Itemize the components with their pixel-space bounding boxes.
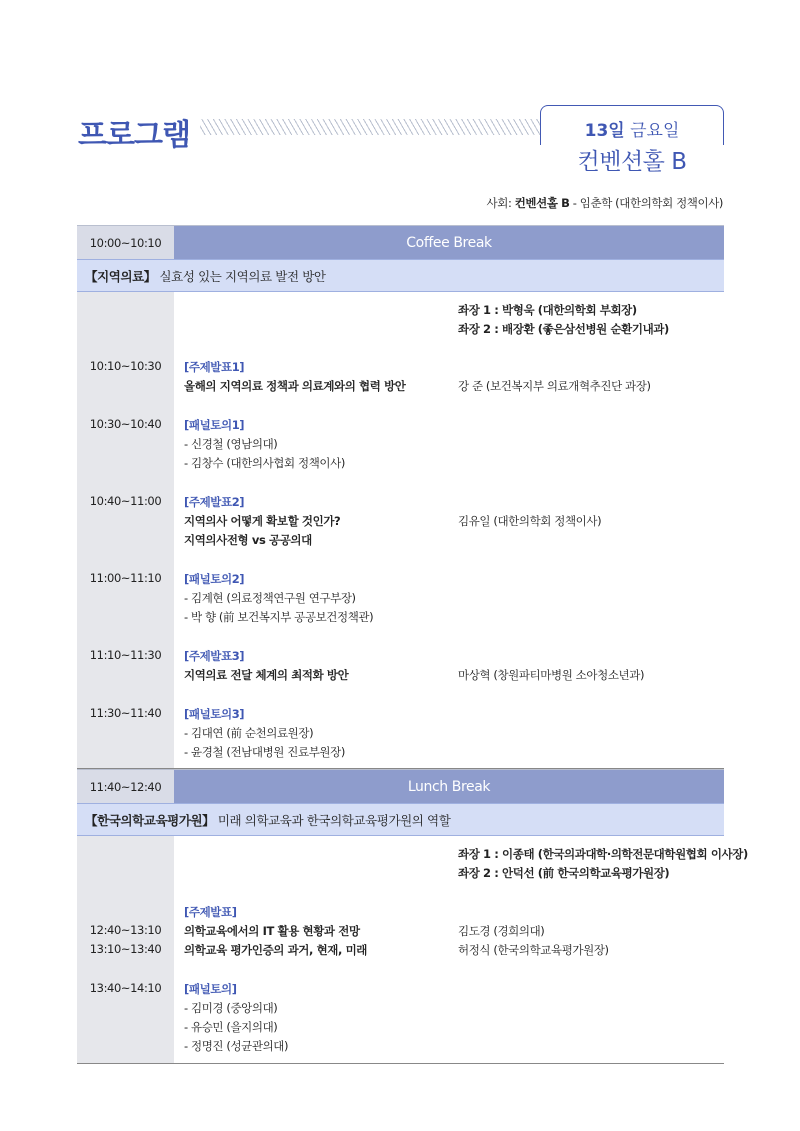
session-1-title: 실효성 있는 지역의료 발전 방안 (159, 268, 326, 284)
item-time: 10:30~10:40 (89, 417, 162, 431)
session-2-chair-1: 좌장 1 : 이종태 (한국의과대학·의학전문대학원협회 이사장) (458, 847, 748, 861)
item-title: 지역의료 전달 체계의 최적화 방안 (184, 668, 349, 682)
session-1-chair-2: 좌장 2 : 배장환 (좋은삼선병원 순환기내과) (458, 322, 669, 336)
panelist: - 김창수 (대한의사협회 정책이사) (184, 456, 345, 470)
coffee-break-time: 10:00~10:10 (77, 226, 174, 259)
item-time: 13:10~13:40 (89, 942, 162, 956)
day-number: 13일 (584, 121, 625, 141)
item-tag: [주제발표3] (184, 649, 245, 663)
session-1-header (77, 259, 724, 292)
item-tag: [패널토의] (184, 982, 237, 996)
day-badge (540, 105, 724, 145)
day-line (541, 116, 723, 141)
lunch-break-time: 11:40~12:40 (77, 770, 174, 803)
item-time: 11:30~11:40 (89, 706, 162, 720)
item-title: 올해의 지역의료 정책과 의료계와의 협력 방안 (184, 379, 406, 393)
item-time: 12:40~13:10 (89, 923, 162, 937)
panelist: - 김계현 (의료정책연구원 연구부장) (184, 591, 356, 605)
item-tag: [주제발표1] (184, 360, 245, 374)
session-1-body (77, 292, 724, 769)
session-2-bracket: 【한국의학교육평가원】 (85, 812, 215, 828)
panelist: - 윤경철 (전남대병원 진료부원장) (184, 745, 345, 759)
item-tag: [패널토의1] (184, 418, 245, 432)
item-time: 11:00~11:10 (89, 571, 162, 585)
hall-name: 컨벤션홀 B (577, 149, 687, 175)
item-time: 10:40~11:00 (89, 494, 162, 508)
hatch-decoration (200, 119, 550, 135)
item-time: 10:10~10:30 (89, 359, 162, 373)
panelist: - 김미경 (중앙의대) (184, 1001, 278, 1015)
item-time: 13:40~14:10 (89, 981, 162, 995)
session-2-body (77, 836, 748, 1064)
panelist: - 유승민 (을지의대) (184, 1020, 278, 1034)
day-name: 금요일 (630, 121, 680, 141)
panelist: - 김대연 (前 순천의료원장) (184, 726, 314, 740)
item-tag: [패널토의3] (184, 707, 245, 721)
item-title-2: 지역의사전형 vs 공공의대 (184, 533, 312, 547)
session-2-chair-2: 좌장 2 : 안덕선 (前 한국의학교육평가원장) (458, 866, 670, 880)
item-tag: [패널토의2] (184, 572, 245, 586)
session-2-title: 미래 의학교육과 한국의학교육평가원의 역할 (217, 812, 451, 828)
item-title: 의학교육에서의 IT 활용 현황과 전망 (184, 924, 360, 938)
item-speaker: 마상혁 (창원파티마병원 소아청소년과) (458, 668, 645, 682)
session-2-header (77, 803, 724, 836)
item-speaker: 김도경 (경희의대) (458, 924, 545, 938)
item-title: 지역의사 어떻게 확보할 것인가? (184, 514, 341, 528)
item-tag: [주제발표] (184, 905, 237, 919)
item-speaker: 김유일 (대한의학회 정책이사) (458, 514, 602, 528)
host-name: - 임춘학 (대한의학회 정책이사) (572, 196, 723, 210)
host-room: 컨벤션홀 B (514, 196, 570, 210)
panelist: - 정명진 (성균관의대) (184, 1039, 289, 1053)
panelist: - 신경철 (영남의대) (184, 437, 278, 451)
lunch-break-row (77, 769, 724, 803)
coffee-break-label: Coffee Break (174, 226, 724, 259)
host-line (487, 195, 723, 211)
panelist: - 박 향 (前 보건복지부 공공보건정책관) (184, 610, 374, 624)
host-label: 사회: (486, 196, 512, 210)
item-time: 11:10~11:30 (89, 648, 162, 662)
session-1-chair-1: 좌장 1 : 박형욱 (대한의학회 부회장) (458, 303, 637, 317)
session-1-bracket: 【지역의료】 (85, 268, 156, 284)
page-title: 프로그램 (78, 118, 190, 153)
lunch-break-label: Lunch Break (174, 770, 724, 803)
item-title: 의학교육 평가인증의 과거, 현재, 미래 (184, 943, 367, 957)
schedule-table (77, 225, 748, 1064)
item-speaker: 강 준 (보건복지부 의료개혁추진단 과장) (458, 379, 651, 393)
coffee-break-row (77, 225, 724, 259)
item-speaker: 허정식 (한국의학교육평가원장) (458, 943, 609, 957)
item-tag: [주제발표2] (184, 495, 245, 509)
